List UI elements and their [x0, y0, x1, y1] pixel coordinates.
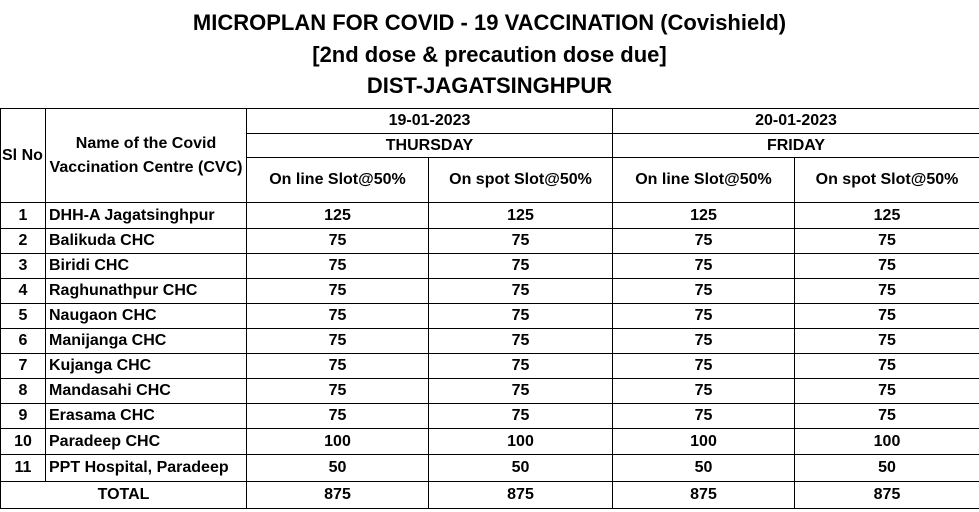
table-row	[1, 254, 979, 279]
table-row	[1, 329, 979, 354]
row-day1-onspot: 75	[429, 254, 613, 279]
title-line-2: [2nd dose & precaution dose due]	[312, 42, 667, 67]
table-row	[1, 229, 979, 254]
row-day2-online: 75	[613, 279, 795, 304]
row-cvc-name: Erasama CHC	[46, 404, 247, 429]
row-day1-online: 75	[247, 329, 429, 354]
header-day1-online: On line Slot@50%	[247, 158, 429, 203]
title-line-3: DIST-JAGATSINGHPUR	[366, 73, 613, 98]
table-row	[1, 379, 979, 404]
row-cvc-name: Manijanga CHC	[46, 329, 247, 354]
header-slno: Sl No	[1, 109, 46, 203]
row-slno: 6	[1, 329, 46, 354]
row-day2-onspot: 50	[795, 455, 979, 482]
row-cvc-name: DHH-A Jagatsinghpur	[46, 203, 247, 229]
row-cvc-name: Balikuda CHC	[46, 229, 247, 254]
row-slno: 7	[1, 354, 46, 379]
row-slno: 9	[1, 404, 46, 429]
row-day1-online: 75	[247, 404, 429, 429]
row-day1-onspot: 75	[429, 329, 613, 354]
total-d1-onspot: 875	[429, 482, 613, 509]
row-day1-online: 75	[247, 279, 429, 304]
header-cvc-name: Name of the Covid Vaccination Centre (CVC)	[46, 109, 247, 203]
row-day1-onspot: 75	[429, 229, 613, 254]
row-day2-onspot: 75	[795, 279, 979, 304]
row-cvc-name: Mandasahi CHC	[46, 379, 247, 404]
row-day2-online: 75	[613, 404, 795, 429]
row-day1-online: 100	[247, 429, 429, 455]
header-day1-name: THURSDAY	[247, 134, 613, 158]
row-day2-online: 50	[613, 455, 795, 482]
total-label: TOTAL	[1, 482, 247, 509]
row-cvc-name: Paradeep CHC	[46, 429, 247, 455]
row-slno: 3	[1, 254, 46, 279]
row-day2-online: 75	[613, 329, 795, 354]
row-day1-online: 75	[247, 229, 429, 254]
total-row	[1, 482, 979, 509]
row-day2-onspot: 100	[795, 429, 979, 455]
row-day1-onspot: 100	[429, 429, 613, 455]
header-day2-online: On line Slot@50%	[613, 158, 795, 203]
row-slno: 8	[1, 379, 46, 404]
row-cvc-name: PPT Hospital, Paradeep	[46, 455, 247, 482]
row-day2-onspot: 75	[795, 329, 979, 354]
header-day1-date: 19-01-2023	[247, 109, 613, 134]
row-day2-onspot: 75	[795, 354, 979, 379]
row-day1-online: 75	[247, 379, 429, 404]
row-day1-online: 75	[247, 254, 429, 279]
row-cvc-name: Raghunathpur CHC	[46, 279, 247, 304]
row-day2-onspot: 75	[795, 404, 979, 429]
row-day2-online: 75	[613, 254, 795, 279]
total-d1-online: 875	[247, 482, 429, 509]
row-day1-online: 75	[247, 354, 429, 379]
table-row	[1, 203, 979, 229]
row-day2-online: 75	[613, 229, 795, 254]
row-day2-online: 75	[613, 379, 795, 404]
row-slno: 1	[1, 203, 46, 229]
total-d2-online: 875	[613, 482, 795, 509]
document-title	[0, 0, 979, 108]
row-day1-online: 75	[247, 304, 429, 329]
row-day2-online: 75	[613, 304, 795, 329]
table-row	[1, 404, 979, 429]
row-day1-online: 50	[247, 455, 429, 482]
row-slno: 10	[1, 429, 46, 455]
row-day2-online: 125	[613, 203, 795, 229]
row-day1-onspot: 75	[429, 404, 613, 429]
row-day1-onspot: 75	[429, 379, 613, 404]
table-row	[1, 429, 979, 455]
row-day2-onspot: 125	[795, 203, 979, 229]
row-day1-online: 125	[247, 203, 429, 229]
table-row	[1, 304, 979, 329]
row-day2-onspot: 75	[795, 229, 979, 254]
row-day1-onspot: 75	[429, 279, 613, 304]
header-day1-onspot: On spot Slot@50%	[429, 158, 613, 203]
row-day2-onspot: 75	[795, 379, 979, 404]
header-day2-name: FRIDAY	[613, 134, 979, 158]
row-slno: 11	[1, 455, 46, 482]
row-day2-online: 75	[613, 354, 795, 379]
row-day1-onspot: 125	[429, 203, 613, 229]
row-day1-onspot: 75	[429, 354, 613, 379]
microplan-table	[0, 108, 979, 509]
header-day2-date: 20-01-2023	[613, 109, 979, 134]
row-day2-online: 100	[613, 429, 795, 455]
row-cvc-name: Biridi CHC	[46, 254, 247, 279]
table-row	[1, 279, 979, 304]
row-day2-onspot: 75	[795, 304, 979, 329]
header-day2-onspot: On spot Slot@50%	[795, 158, 979, 203]
total-d2-onspot: 875	[795, 482, 979, 509]
table-row	[1, 455, 979, 482]
row-slno: 5	[1, 304, 46, 329]
row-day1-onspot: 75	[429, 304, 613, 329]
row-day2-onspot: 75	[795, 254, 979, 279]
header-row-dates	[1, 109, 979, 134]
table-row	[1, 354, 979, 379]
row-slno: 4	[1, 279, 46, 304]
row-slno: 2	[1, 229, 46, 254]
row-day1-onspot: 50	[429, 455, 613, 482]
row-cvc-name: Kujanga CHC	[46, 354, 247, 379]
title-line-1: MICROPLAN FOR COVID - 19 VACCINATION (Covishield)	[192, 10, 787, 35]
row-cvc-name: Naugaon CHC	[46, 304, 247, 329]
